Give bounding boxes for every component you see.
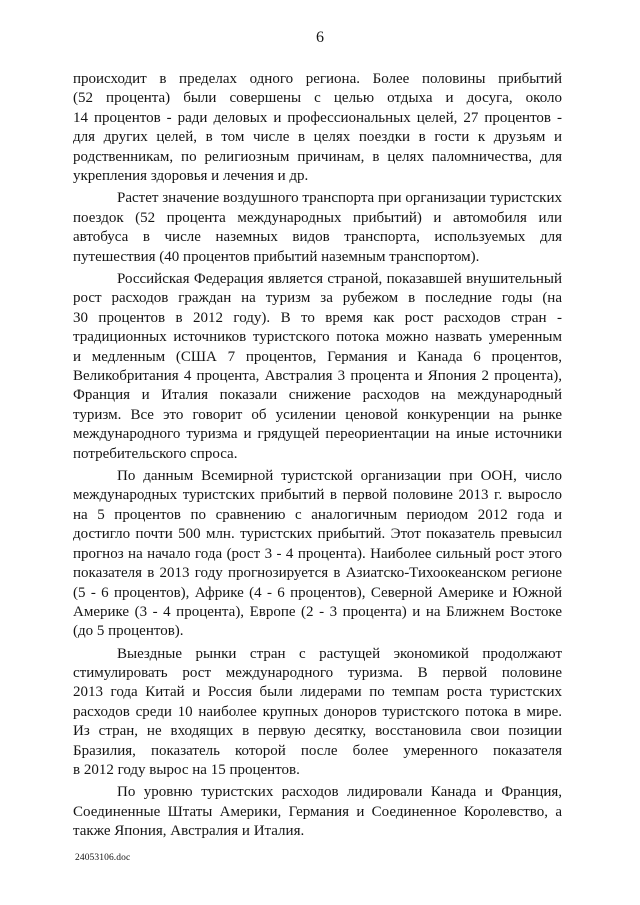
text-line: происходит в пределах одного региона. Более половины прибытий [73, 71, 562, 87]
text-line: 2013 года Китай и Россия были лидерами по темпам роста туристских [73, 684, 562, 701]
text-line: Растет значение воздушного транспорта при организации туристских [117, 190, 562, 207]
body-text [73, 70, 562, 844]
text-line: туризм. Все это говорит об усилении ценовой конкуренции на рынке [73, 406, 562, 423]
text-line: укрепления здоровья и лечения и др. [73, 168, 309, 185]
text-line: традиционных источников туристского потока можно назвать умеренным [73, 329, 562, 346]
text-line: расходов среди 10 наиболее крупных доноров туристского потока в мире. [73, 703, 562, 720]
text-line: Выездные рынки стран с растущей экономикой продолжают [117, 645, 562, 662]
page-number: 6 [316, 29, 324, 46]
text-line: рост расходов граждан на туризм за рубежом в последние годы (на [73, 290, 562, 307]
text-line: Франция и Италия показали снижение расходов на международный [73, 387, 562, 404]
text-line: 30 процентов в 2012 году). В то время как рост расходов стран - [73, 309, 562, 326]
text-line: автобуса в числе наземных видов транспорта, используемых для [73, 229, 562, 246]
file-name-footer: 24053106.doc [75, 853, 131, 863]
text-line: По уровню туристских расходов лидировали Канада и Франция, [117, 784, 562, 801]
text-line: Соединенные Штаты Америки, Германия и Соединенное Королевство, а [73, 803, 562, 820]
text-line: для других целей, в том числе в целях поездки в гости к друзьям и [73, 129, 562, 146]
text-line: потребительского спроса. [73, 445, 238, 462]
text-line: поездок (52 процента международных прибытий) и автомобиля или [73, 209, 562, 226]
text-line: путешествия (40 процентов прибытий наземным транспортом). [73, 248, 480, 265]
text-line: в 2012 году вырос на 15 процентов. [73, 762, 300, 779]
text-line: и медленным (США 7 процентов, Германия и Канада 6 процентов, [73, 348, 562, 365]
text-line: Из стран, не входящих в первую десятку, восстановила свои позиции [73, 723, 562, 740]
text-line: международного туризма и грядущей переориентации на иные источники [73, 426, 562, 443]
text-line: По данным Всемирной туристской организации при ООН, число [117, 467, 562, 484]
text-line: Америке (3 - 4 процента), Европе (2 - 3 процента) и на Ближнем Востоке [73, 604, 562, 621]
text-line: прогноз на начало года (рост 3 - 4 процента). Наиболее сильный рост этого [73, 545, 562, 562]
text-line: родственникам, по религиозным причинам, в целях паломничества, для [73, 148, 562, 165]
text-line: достигло почти 500 млн. туристских прибытий. Этот показатель превысил [73, 526, 562, 543]
text-line: Российская Федерация является страной, показавшей внушительный [117, 270, 562, 287]
paragraph [73, 189, 562, 267]
paragraph [73, 467, 562, 642]
text-line: стимулировать рост международного туризма. В первой половине [73, 664, 562, 681]
paragraph [73, 783, 562, 841]
paragraph [73, 645, 562, 781]
paragraph [73, 70, 562, 187]
text-line: (до 5 процентов). [73, 623, 184, 640]
text-line: на 5 процентов по сравнению с аналогичным периодом 2012 года и [73, 506, 562, 523]
text-line: 14 процентов - ради деловых и профессиональных целей, 27 процентов - [73, 109, 562, 126]
text-line: (5 - 6 процентов), Африке (4 - 6 процентов), Северной Америке и Южной [73, 584, 562, 601]
text-line: (52 процента) были совершены с целью отдыха и досуга, около [73, 90, 562, 107]
text-line: показателя в 2013 году прогнозируется в Азиатско-Тихоокеанском регионе [73, 565, 562, 582]
text-line: Бразилия, показатель которой после более умеренного показателя [73, 742, 562, 759]
text-line: Великобритания 4 процента, Австралия 3 процента и Япония 2 процента), [73, 367, 562, 384]
paragraph [73, 270, 562, 465]
text-line: международных туристских прибытий в первой половине 2013 г. выросло [73, 487, 562, 504]
text-line: также Япония, Австралия и Италия. [73, 823, 305, 840]
